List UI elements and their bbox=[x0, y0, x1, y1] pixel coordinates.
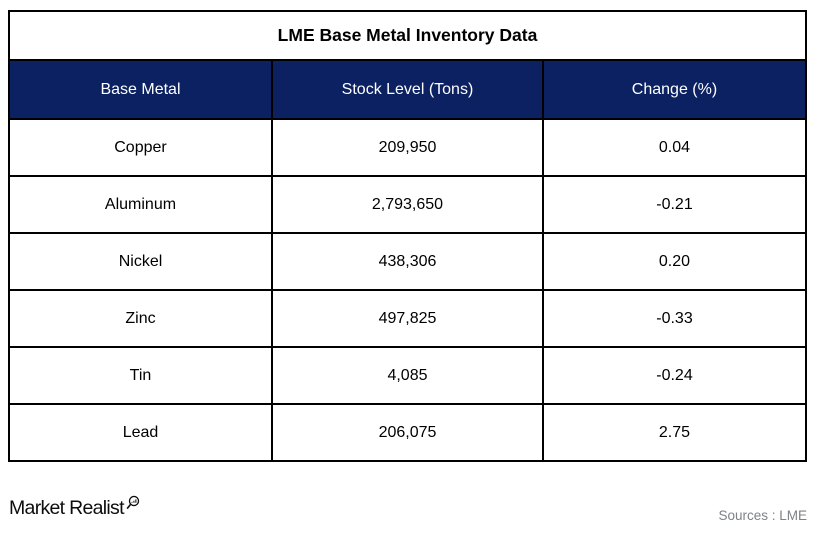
stock-level-value: 209,950 bbox=[272, 119, 543, 176]
page-title: LME Base Metal Inventory Data bbox=[9, 11, 806, 60]
stock-level-value: 4,085 bbox=[272, 347, 543, 404]
column-header-stock-level: Stock Level (Tons) bbox=[272, 60, 543, 119]
inventory-table bbox=[8, 10, 807, 462]
logo-text: Market Realist bbox=[9, 497, 124, 519]
metal-name: Tin bbox=[9, 347, 272, 404]
change-value: 0.04 bbox=[543, 119, 806, 176]
change-value: -0.24 bbox=[543, 347, 806, 404]
column-header-base-metal: Base Metal bbox=[9, 60, 272, 119]
header-row bbox=[9, 60, 806, 119]
source-attribution: Sources : LME bbox=[718, 508, 807, 523]
stock-level-value: 497,825 bbox=[272, 290, 543, 347]
metal-name: Nickel bbox=[9, 233, 272, 290]
change-value: 2.75 bbox=[543, 404, 806, 461]
stock-level-value: 438,306 bbox=[272, 233, 543, 290]
metal-name: Zinc bbox=[9, 290, 272, 347]
magnifier-chart-icon bbox=[125, 494, 141, 517]
table-row bbox=[9, 404, 806, 461]
market-realist-logo bbox=[9, 497, 141, 520]
column-header-change: Change (%) bbox=[543, 60, 806, 119]
table-row bbox=[9, 347, 806, 404]
change-value: 0.20 bbox=[543, 233, 806, 290]
stock-level-value: 2,793,650 bbox=[272, 176, 543, 233]
table-row bbox=[9, 233, 806, 290]
stock-level-value: 206,075 bbox=[272, 404, 543, 461]
metal-name: Lead bbox=[9, 404, 272, 461]
change-value: -0.33 bbox=[543, 290, 806, 347]
table-row bbox=[9, 119, 806, 176]
title-row bbox=[9, 11, 806, 60]
change-value: -0.21 bbox=[543, 176, 806, 233]
metal-name: Aluminum bbox=[9, 176, 272, 233]
table-row bbox=[9, 290, 806, 347]
table-row bbox=[9, 176, 806, 233]
metal-name: Copper bbox=[9, 119, 272, 176]
